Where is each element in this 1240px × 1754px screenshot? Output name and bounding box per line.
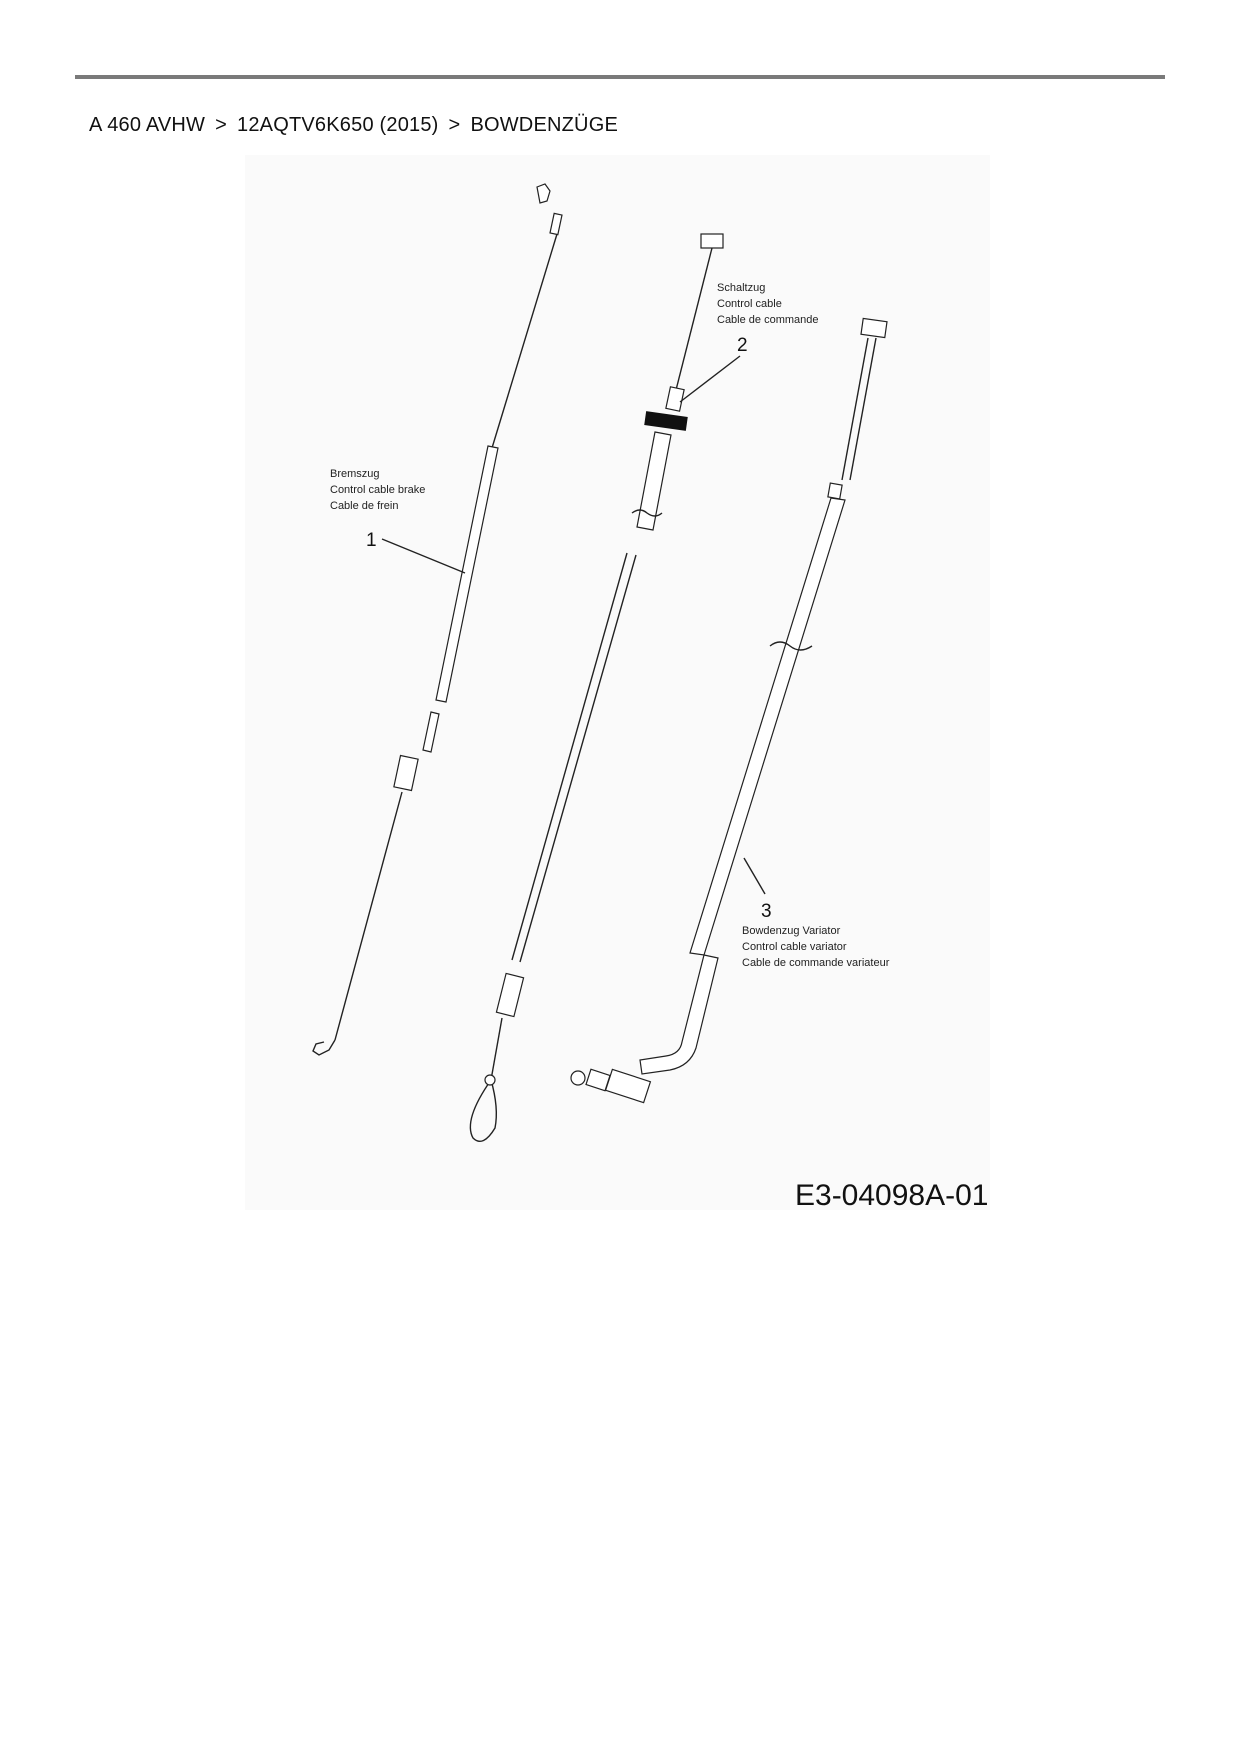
- part-2-number[interactable]: 2: [737, 335, 748, 356]
- part-1-label-fr: Cable de frein: [330, 500, 399, 512]
- part-2-label-de: Schaltzug: [717, 282, 766, 294]
- part-3-label-de: Bowdenzug Variator: [742, 925, 841, 937]
- callout-2: [680, 282, 819, 402]
- callout-1: [330, 468, 465, 573]
- breadcrumb-model[interactable]: A 460 AVHW: [89, 114, 206, 136]
- callout-3: [742, 858, 890, 969]
- breadcrumb-separator: >: [448, 114, 461, 136]
- cable-1-drawing[interactable]: [313, 184, 562, 1055]
- breadcrumb-section: BOWDENZÜGE: [470, 114, 618, 136]
- cable-2-drawing[interactable]: [470, 234, 723, 1141]
- part-1-label-en: Control cable brake: [330, 484, 426, 496]
- breadcrumb-separator: >: [215, 114, 228, 136]
- part-2-label-fr: Cable de commande: [717, 314, 819, 326]
- drawing-code: E3-04098A-01: [795, 1179, 989, 1212]
- part-1-label-de: Bremszug: [330, 468, 380, 480]
- part-3-number[interactable]: 3: [761, 901, 772, 922]
- part-3-label-fr: Cable de commande variateur: [742, 957, 890, 969]
- part-1-number[interactable]: 1: [366, 530, 377, 551]
- breadcrumb-part-number[interactable]: 12AQTV6K650 (2015): [237, 114, 439, 136]
- part-2-label-en: Control cable: [717, 298, 782, 310]
- cable-3-drawing[interactable]: [571, 318, 887, 1102]
- part-3-label-en: Control cable variator: [742, 941, 847, 953]
